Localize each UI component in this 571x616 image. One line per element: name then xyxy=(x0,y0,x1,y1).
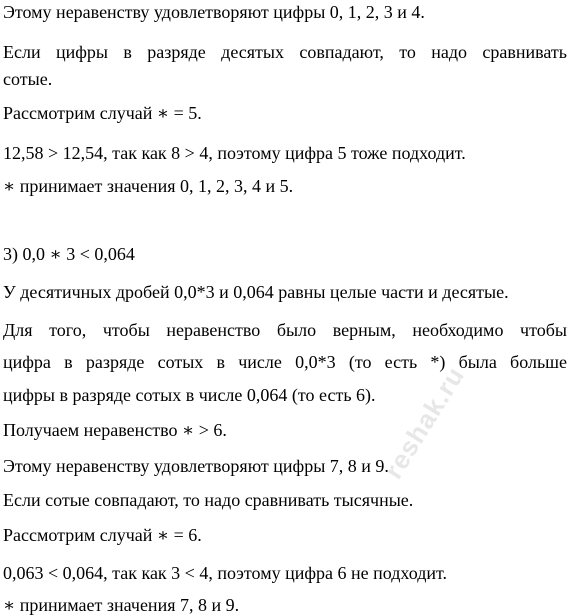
text-line: цифра в разряде сотых в числе 0,0*3 (то есть *) была больше xyxy=(3,352,567,372)
text-line: Этому неравенству удовлетворяют цифры 7, 8 и 9. xyxy=(3,456,389,476)
text-line: Получаем неравенство ∗ > 6. xyxy=(3,420,227,440)
text-line: Если цифры в разряде десятых совпадают, то надо сравнивать xyxy=(3,42,567,62)
text-line: Если сотые совпадают, то надо сравнивать тысячные. xyxy=(3,490,414,510)
text-line: цифры в разряде сотых в числе 0,064 (то есть 6). xyxy=(3,385,376,405)
text-line: Этому неравенству удовлетворяют цифры 0, 1, 2, 3 и 4. xyxy=(3,2,425,22)
text-line: 12,58 > 12,54, так как 8 > 4, поэтому цифра 5 тоже подходит. xyxy=(3,143,466,163)
text-line: сотые. xyxy=(3,69,53,89)
watermark: reshak.ru xyxy=(378,361,471,484)
task-heading: 3) 0,0 ∗ 3 < 0,064 xyxy=(3,244,135,264)
text-line: Рассмотрим случай ∗ = 6. xyxy=(3,525,202,545)
text-line: У десятичных дробей 0,0*3 и 0,064 равны целые части и десятые. xyxy=(3,282,509,302)
text-line: Для того, чтобы неравенство было верным, необходимо чтобы xyxy=(3,320,567,340)
text-line: ∗ принимает значения 7, 8 и 9. xyxy=(3,595,240,615)
text-line: ∗ принимает значения 0, 1, 2, 3, 4 и 5. xyxy=(3,176,294,196)
text-line: Рассмотрим случай ∗ = 5. xyxy=(3,103,202,123)
text-line: 0,063 < 0,064, так как 3 < 4, поэтому цифра 6 не подходит. xyxy=(3,563,447,583)
